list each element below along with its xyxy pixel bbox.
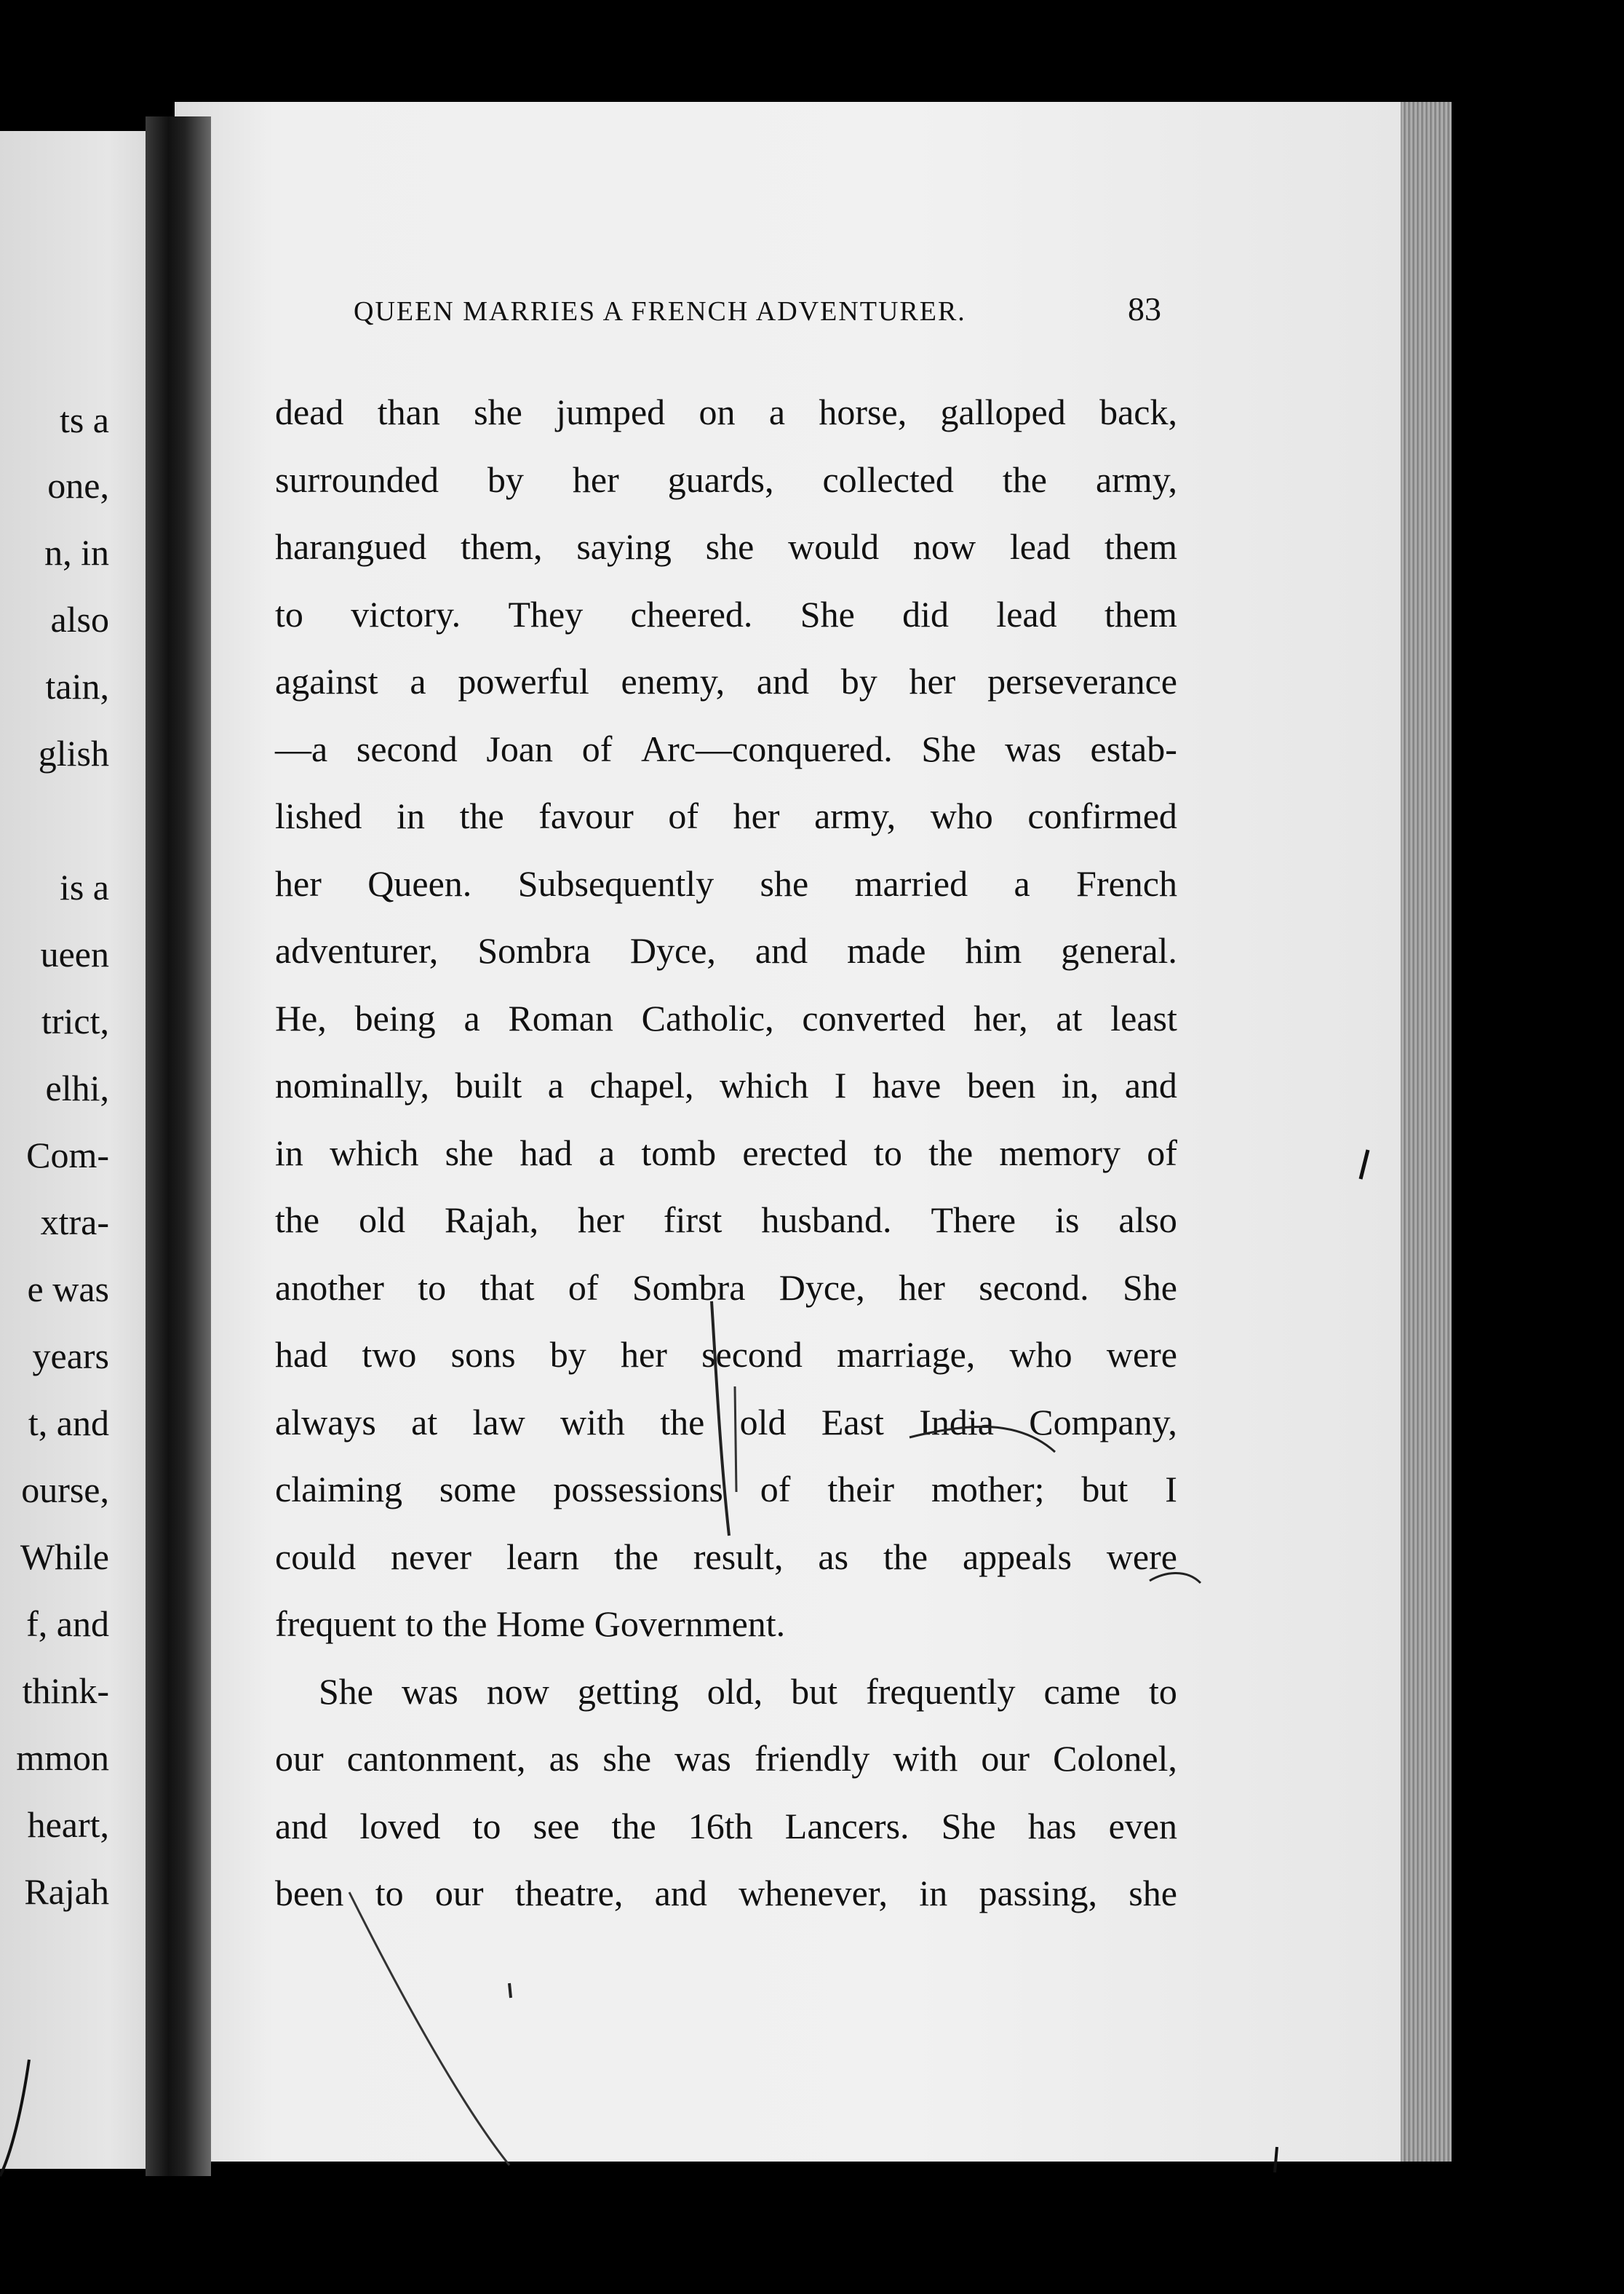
left-fragment: mmon (16, 1737, 109, 1778)
text-line-content: always at law with the old East India Company, (275, 1401, 1177, 1442)
text-line-content: been to our theatre, and whenever, in passing, she (275, 1873, 1177, 1913)
left-fragment: xtra- (40, 1202, 109, 1242)
text-line-content: another to that of Sombra Dyce, her second. She (275, 1266, 1177, 1308)
left-fragment: ts a (59, 400, 109, 440)
text-line (275, 1456, 1177, 1523)
text-line (275, 985, 1177, 1052)
left-fragment: one, (47, 465, 109, 506)
text-line (275, 1860, 1177, 1927)
text-line-content: adventurer, Sombra Dyce, and made him general. (275, 930, 1177, 971)
text-line-content: and loved to see the 16th Lancers. She has even (275, 1805, 1177, 1846)
text-line (275, 1052, 1177, 1119)
text-line (275, 1119, 1177, 1187)
text-line (275, 715, 1177, 783)
left-fragment: Rajah (24, 1871, 109, 1912)
text-line-content: nominally, built a chapel, which I have been in, and (275, 1065, 1177, 1106)
text-line-content: lished in the favour of her army, who confirmed (275, 795, 1177, 836)
text-line (275, 1254, 1177, 1322)
text-line-content: —a second Joan of Arc—conquered. She was estab- (275, 728, 1177, 769)
text-line-content: He, being a Roman Catholic, converted her, at least (275, 997, 1177, 1039)
running-title: QUEEN MARRIES A FRENCH ADVENTURER. (354, 296, 966, 327)
text-line-content: dead than she jumped on a horse, galloped back, (275, 392, 1177, 432)
left-fragment: tain, (45, 666, 109, 707)
page-edge (1401, 102, 1452, 2162)
text-line-content: her Queen. Subsequently she married a French (275, 862, 1177, 904)
page-number: 83 (1128, 290, 1161, 328)
text-line (275, 850, 1177, 918)
left-fragment: think- (22, 1670, 109, 1711)
left-fragment: e was (27, 1269, 109, 1309)
left-fragment: n, in (44, 532, 109, 573)
text-line (275, 446, 1177, 514)
left-fragment: heart, (27, 1804, 109, 1845)
book-gutter (146, 116, 211, 2176)
text-line (275, 1321, 1177, 1389)
text-line-content: She was now getting old, but frequently came to (319, 1670, 1177, 1712)
text-line (275, 513, 1177, 581)
text-line (275, 917, 1177, 985)
text-line (275, 1186, 1177, 1254)
text-line (275, 1590, 1177, 1658)
text-line-content: to victory. They cheered. She did lead them (275, 593, 1177, 635)
text-line (275, 1389, 1177, 1456)
text-line-content: had two sons by her second marriage, who were (275, 1334, 1177, 1375)
left-fragment: f, and (26, 1603, 109, 1644)
text-line (275, 1523, 1177, 1591)
left-fragment: elhi, (45, 1068, 109, 1108)
text-line-content: surrounded by her guards, collected the army, (275, 459, 1177, 500)
left-fragment: Com- (26, 1135, 109, 1175)
left-fragment: While (20, 1536, 109, 1577)
left-fragment: years (32, 1335, 109, 1376)
body-text (275, 378, 1177, 1927)
left-fragment: ourse, (21, 1469, 109, 1510)
text-line (275, 378, 1177, 446)
text-line (275, 1793, 1177, 1860)
text-line-content: our cantonment, as she was friendly with our Colonel, (275, 1738, 1177, 1779)
text-line-content: harangued them, saying she would now lead them (275, 526, 1177, 567)
left-fragment: is a (59, 867, 109, 908)
text-line (275, 581, 1177, 648)
text-line (275, 1658, 1177, 1726)
text-line-content: could never learn the result, as the appeals were (275, 1536, 1177, 1577)
text-line-content: against a powerful enemy, and by her perseverance (275, 661, 1177, 702)
text-line (275, 648, 1177, 715)
text-line-content: the old Rajah, her first husband. There is also (275, 1199, 1177, 1240)
left-fragment: glish (38, 733, 109, 774)
page-header (354, 290, 1161, 328)
text-line-content: in which she had a tomb erected to the memory of (275, 1132, 1177, 1173)
text-line-content: frequent to the Home Government. (275, 1603, 786, 1644)
left-fragment: also (50, 599, 109, 640)
text-line (275, 782, 1177, 850)
left-fragment: trict, (41, 1001, 109, 1041)
text-line (275, 1725, 1177, 1793)
left-fragment: ueen (40, 934, 109, 975)
text-line-content: claiming some possessions of their mother; but I (275, 1469, 1177, 1509)
left-fragment: t, and (28, 1402, 109, 1443)
